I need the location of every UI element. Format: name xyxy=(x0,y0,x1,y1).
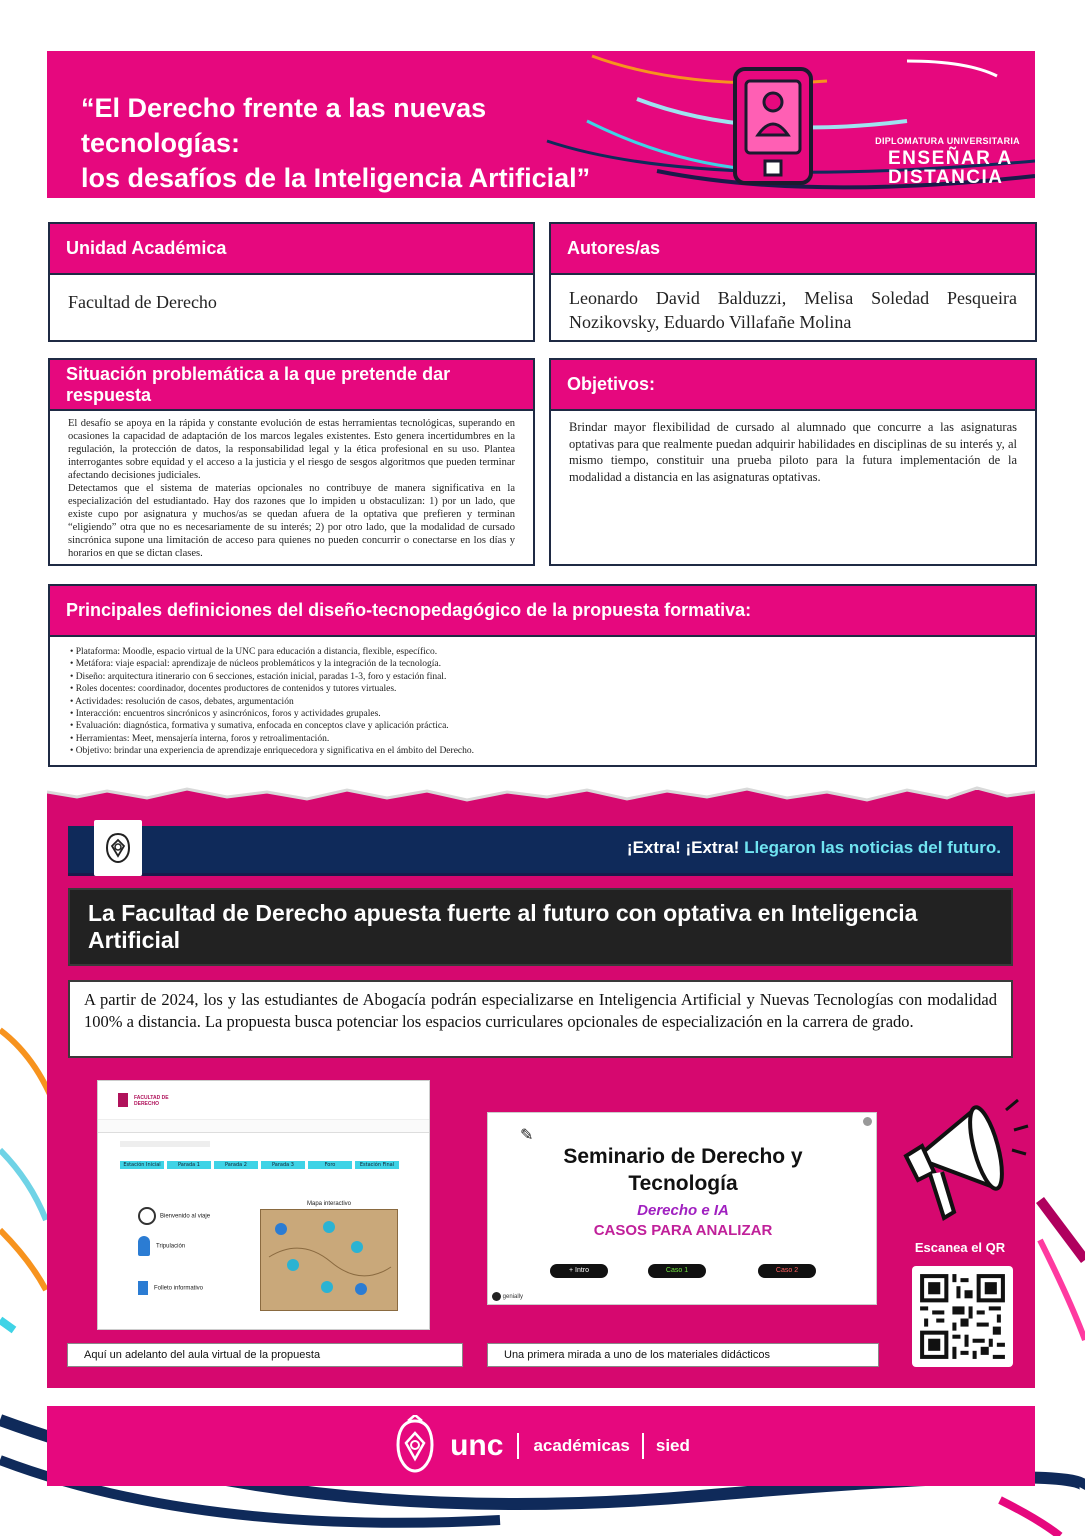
list-item: • Diseño: arquitectura itinerario con 6 secciones, estación inicial, paradas 1-3, foro y estación final. xyxy=(70,671,447,682)
torn-paper-edge xyxy=(47,770,1035,810)
list-item: • Evaluación: diagnóstica, formativa y sumativa, enfocada en conceptos clave y aplicación práctica. xyxy=(70,721,449,732)
tab-estacion-final[interactable]: Estación Final xyxy=(355,1161,399,1169)
news-intro: A partir de 2024, los y las estudiantes de Abogacía podrán especializarse en Inteligencia Artificial y Nuevas Tecnologías con modalidad 100% a distancia. La propuesta busca potenciar los espacios curriculares opcionales de especialización en la carrera de grado. xyxy=(68,980,1013,1058)
footer-unc: unc xyxy=(450,1429,504,1462)
unidad-academica-label: Unidad Académica xyxy=(50,224,533,275)
tab-parada-2[interactable]: Parada 2 xyxy=(214,1161,258,1169)
situacion-text xyxy=(50,411,533,566)
genially-icon xyxy=(492,1292,501,1301)
news-headline: La Facultad de Derecho apuesta fuerte al futuro con optativa en Inteligencia Artificial xyxy=(68,888,1013,966)
qr-label: Escanea el QR xyxy=(914,1240,1006,1255)
header-banner xyxy=(47,51,1035,198)
brand-subtitle: DIPLOMATURA UNIVERSITARIA xyxy=(875,136,1020,146)
caso-2-button[interactable]: Caso 2 xyxy=(758,1264,816,1278)
autores-label: Autores/as xyxy=(551,224,1035,275)
objetivos-text: Brindar mayor flexibilidad de cursado al alumnado que concurre a las asignaturas optativas para que realmente puedan adquirir habilidades en disciplinas de su interés y, al mismo tiempo, constituir una prueba piloto para la futura implementación de la modalidad a distancia en las asignaturas optativas. xyxy=(569,420,1017,484)
unidad-academica-value: Facultad de Derecho xyxy=(68,292,217,312)
brand-underline xyxy=(888,196,1020,198)
close-icon[interactable] xyxy=(863,1117,872,1126)
footer-banner xyxy=(47,1406,1035,1486)
tab-parada-1[interactable]: Parada 1 xyxy=(167,1161,211,1169)
map-title: Mapa interactivo xyxy=(306,1201,352,1207)
aula-tabbar[interactable] xyxy=(120,1161,407,1169)
footer-academicas: académicas xyxy=(533,1436,630,1455)
footer-divider xyxy=(642,1433,644,1459)
map-pins xyxy=(261,1207,397,1299)
tab-foro[interactable]: Foro xyxy=(308,1161,352,1169)
autores-value: Leonardo David Balduzzi, Melisa Soledad Pesqueira Nozikovsky, Eduardo Villafañe Molina xyxy=(569,288,1017,332)
genially-brand: genially xyxy=(492,1292,523,1301)
unc-logo-tile xyxy=(94,820,142,876)
interactive-map[interactable] xyxy=(260,1201,398,1311)
seminario-title: Seminario de Derecho y Tecnología xyxy=(563,1145,803,1195)
qr-code-icon xyxy=(912,1266,1013,1367)
unc-seal-icon xyxy=(392,1415,438,1477)
aula-item-folleto[interactable]: Folleto informativo xyxy=(138,1281,203,1295)
caso-1-button[interactable]: Caso 1 xyxy=(648,1264,706,1278)
objetivos-box xyxy=(549,358,1037,566)
caption-material: Una primera mirada a uno de los materiales didácticos xyxy=(487,1343,879,1367)
objetivos-label: Objetivos: xyxy=(551,360,1035,411)
situacion-paragraph-1: El desafío se apoya en la rápida y constante evolución de estas herramientas tecnológicas, superando en ocasiones la capacidad de adaptación de los marcos legales existentes. Esto genera incertidumbres en la regulación, la protección de datos, la responsabilidad legal y la ética profesional en su uso. Plantea interrogantes sobre equidad y el acceso a la justicia y el riesgo de sesgos algoritmos que pueden terminar afectando decisiones judiciales. xyxy=(68,418,515,481)
rocket-icon: ✎ xyxy=(520,1125,534,1144)
unidad-academica-box xyxy=(48,222,535,342)
list-item: • Actividades: resolución de casos, debates, argumentación xyxy=(70,696,294,707)
list-item: • Objetivo: brindar una experiencia de aprendizaje enriquecedora y significativa en el ámbito del Derecho. xyxy=(70,746,474,757)
brand-logo: ENSEÑAR A DISTANCIA xyxy=(888,149,1020,198)
tab-parada-3[interactable]: Parada 3 xyxy=(261,1161,305,1169)
list-item: • Interacción: encuentros sincrónicos y asincrónicos, foros y actividades grupales. xyxy=(70,709,381,720)
situacion-box xyxy=(48,358,535,566)
aula-virtual-screenshot xyxy=(97,1080,430,1330)
news-navbar xyxy=(68,826,1013,876)
seminario-subtitle-2: CASOS PARA ANALIZAR xyxy=(593,1222,773,1239)
list-item: • Plataforma: Moodle, espacio virtual de la UNC para educación a distancia, flexible, específico. xyxy=(70,647,438,657)
seminario-screenshot xyxy=(487,1112,877,1305)
caption-aula: Aquí un adelanto del aula virtual de la propuesta xyxy=(67,1343,463,1367)
extra-highlight: Llegaron las noticias del futuro. xyxy=(744,838,1001,857)
poster-title: “El Derecho frente a las nuevas tecnologías: los desafíos de la Inteligencia Artificial” xyxy=(81,93,591,193)
megaphone-icon xyxy=(896,1088,1031,1228)
document-icon xyxy=(138,1281,148,1295)
qr-code[interactable] xyxy=(912,1266,1013,1367)
aula-faculty-logo: FACULTAD DE DERECHO xyxy=(134,1095,169,1107)
extra-banner: ¡Extra! ¡Extra! Llegaron las noticias del futuro. xyxy=(626,838,1001,857)
aula-item-bienvenida[interactable]: Bienvenido al viaje xyxy=(138,1207,210,1225)
list-item: • Metáfora: viaje espacial: aprendizaje de núcleos problemáticos y la integración de la tecnología. xyxy=(70,659,442,670)
aula-item-tripulacion[interactable]: Tripulación xyxy=(138,1236,185,1256)
unc-seal-icon xyxy=(103,830,133,866)
tablet-icon xyxy=(730,65,816,187)
footer-sied: sied xyxy=(655,1436,690,1455)
footer-logo xyxy=(47,1406,1035,1486)
list-item: • Roles docentes: coordinador, docentes productores de contenidos y tutores virtuales. xyxy=(70,684,397,695)
definiciones-label: Principales definiciones del diseño-tecnopedagógico de la propuesta formativa: xyxy=(50,586,1035,637)
autores-box xyxy=(549,222,1037,342)
footer-divider xyxy=(517,1433,519,1459)
power-icon xyxy=(138,1207,156,1225)
definiciones-box xyxy=(48,584,1037,767)
definiciones-list xyxy=(50,637,1035,767)
seminario-subtitle: Derecho e IA xyxy=(637,1202,729,1219)
situacion-paragraph-2: Detectamos que el sistema de materias opcionales no contribuye de manera significativa en la especialización del estudiantado. Hay dos razones que lo impiden u obstaculizan: 1) por un lado, que existe cupo por asignatura y muchos/as se quedan afuera de la optativa que prefieren y terminan “eligiendo” otra que no es necesariamente de su interés; 2) por otro lado, que la modalidad de cursado sincrónica supone una limitación de acceso para quienes no pueden concurrir o conectarse en los días y horarios en que se dictan clases. xyxy=(68,483,515,559)
astronaut-icon xyxy=(138,1236,150,1256)
tab-estacion-inicial[interactable]: Estación Inicial xyxy=(120,1161,164,1169)
list-item: • Herramientas: Meet, mensajería interna, foros y retroalimentación. xyxy=(70,733,330,744)
intro-button[interactable]: + Intro xyxy=(550,1264,608,1278)
situacion-label: Situación problemática a la que pretende dar respuesta xyxy=(50,360,533,411)
